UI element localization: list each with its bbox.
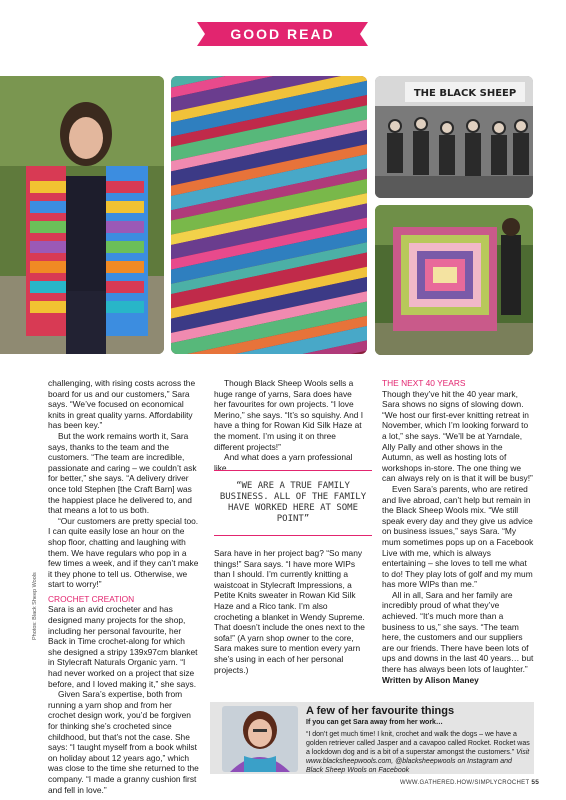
photo-credit: Photos: Black Sheep Wools xyxy=(32,572,38,640)
paragraph: Sara is an avid crocheter and has designed many projects for the shop, including her personal favourite, her Back in Time crochet-along for which she designed a stripy 139x97cm blanket in Stylecraft Naturals Organic yarn. “I had never worked on a project that size before, and I loved making it,” she says. xyxy=(48,604,198,689)
favourites-text: “I don’t get much time! I knit, crochet and walk the dogs – we have a golden retriever called Jasper and a cavapoo called Rocket. Rocket was a lockdown dog and is a bit of a superstar amongst the customers.” xyxy=(306,731,530,756)
paragraph: Sara have in her project bag? “So many things!” Sara says. “I have more WIPs than I should. I’m currently knitting a waistcoat in Stylecraft Impressions, a Petite Knits sweater in Rowan Kid Silk Haze and a Rico tank. I’m also crocheting a blanket in Wendy Supreme. That doesn’t include the ones next to the sofa!” (A yarn shop owner to the core, Sara makes sure to mention every yarn she’s using in each of her personal projects.) xyxy=(214,548,365,675)
paragraph: “Our customers are pretty special too. I can quite easily lose an hour on the shop floor, chatting and laughing with them. We have regulars who pop in a few times a week, and if they can’t make it they phone to tell us. Otherwise, we start to worry!” xyxy=(48,515,199,590)
column-2-continued xyxy=(214,548,366,675)
photo-granny-blanket xyxy=(375,205,533,355)
favourites-body xyxy=(306,730,530,775)
column-3 xyxy=(382,378,534,685)
footer-url: WWW.GATHERED.HOW/SIMPLYCROCHET xyxy=(400,780,530,786)
paragraph: Though Black Sheep Wools sells a huge range of yarns, Sara does have her favourites for own projects. “I love Merino,” she says. “It’s so squishy. And I have a thing for Rowan Kid Silk Haze at the moment. I’m using it on three different projects!” xyxy=(214,378,364,452)
shop-sign-text: THE BLACK SHEEP xyxy=(413,88,517,99)
page-footer xyxy=(400,779,539,786)
pull-quote: “WE ARE A TRUE FAMILY BUSINESS. ALL OF THE FAMILY HAVE WORKED HERE AT SOME POINT” xyxy=(214,470,372,536)
photo-sara-portrait xyxy=(222,706,298,772)
paragraph: Given Sara’s expertise, both from running a yarn shop and from her crochet design work, you’d be forgiven for thinking she’s crocheted since childhood, but that’s not the case. She says: “I taught myself from a book whilst on holiday about 12 years ago,” which was close to the time she returned to the company. “I made a granny cushion first and fell in love.” xyxy=(48,689,199,795)
column-1 xyxy=(48,378,200,795)
byline: Written by Alison Maney xyxy=(382,674,479,685)
paragraph: And what does a yarn professional like xyxy=(214,452,353,473)
favourites-visit: Visit www.blacksheepwools.com, @blacksheepwools on Instagram and Black Sheep Wools on Facebook xyxy=(306,749,530,774)
photo-sara-cardigan xyxy=(0,76,164,354)
photo-striped-blanket xyxy=(171,76,367,354)
favourites-subtitle: If you can get Sara away from her work… xyxy=(306,719,443,726)
photo-vintage-shop xyxy=(375,76,533,198)
subheading-crochet-creation: CROCHET CREATION xyxy=(48,593,135,604)
subheading-next-40-years: THE NEXT 40 YEARS xyxy=(382,378,466,388)
paragraph: challenging, with rising costs across the board for us and our customers,” Sara says. “We’ve focused on economical knits in great quality yarns. Affordability has been key.” xyxy=(48,378,196,431)
section-banner: GOOD READ xyxy=(205,22,360,46)
paragraph: Even Sara’s parents, who are retired and live abroad, can’t help but remain in the Black Sheep Wools mix. “We still speak every day and they give us advice on business issues,” says Sara. “My mum sometimes pops up on a Facebook Live with me, which is always entertaining – she loves to tell me what to do! They play lots of golf and my mum has more WIPs than me.” xyxy=(382,483,534,590)
paragraph: Though they’ve hit the 40 year mark, Sara shows no signs of slowing down. “We host our first-ever knitting retreat in November, which I’m looking forward to a lot,” she says. “We’ll be at Yarndale, Ally Pally and other shows in the Autumn, as well as hosting lots of workshops in-store. The one thing we can always rely on is that it will be busy!” xyxy=(382,388,533,484)
paragraph: All in all, Sara and her family are incredibly proud of what they’ve achieved. “It’s much more than a business to us,” she says. “The team here, the customers and our suppliers are our friends. There have been lots of ups and downs in the last 40 years… but there has always been lots of laughter.” xyxy=(382,589,534,675)
favourites-title: A few of her favourite things xyxy=(306,705,455,717)
page-number: 55 xyxy=(531,779,540,786)
column-2 xyxy=(214,378,366,473)
paragraph: But the work remains worth it, Sara says, thanks to the team and the customers. “The team are incredible, passionate and caring – we couldn’t ask for better,” she says. “A delivery driver once told Stephen [the Craft Barn] was the happiest place he delivered to, and that means a lot to us both. xyxy=(48,430,197,516)
